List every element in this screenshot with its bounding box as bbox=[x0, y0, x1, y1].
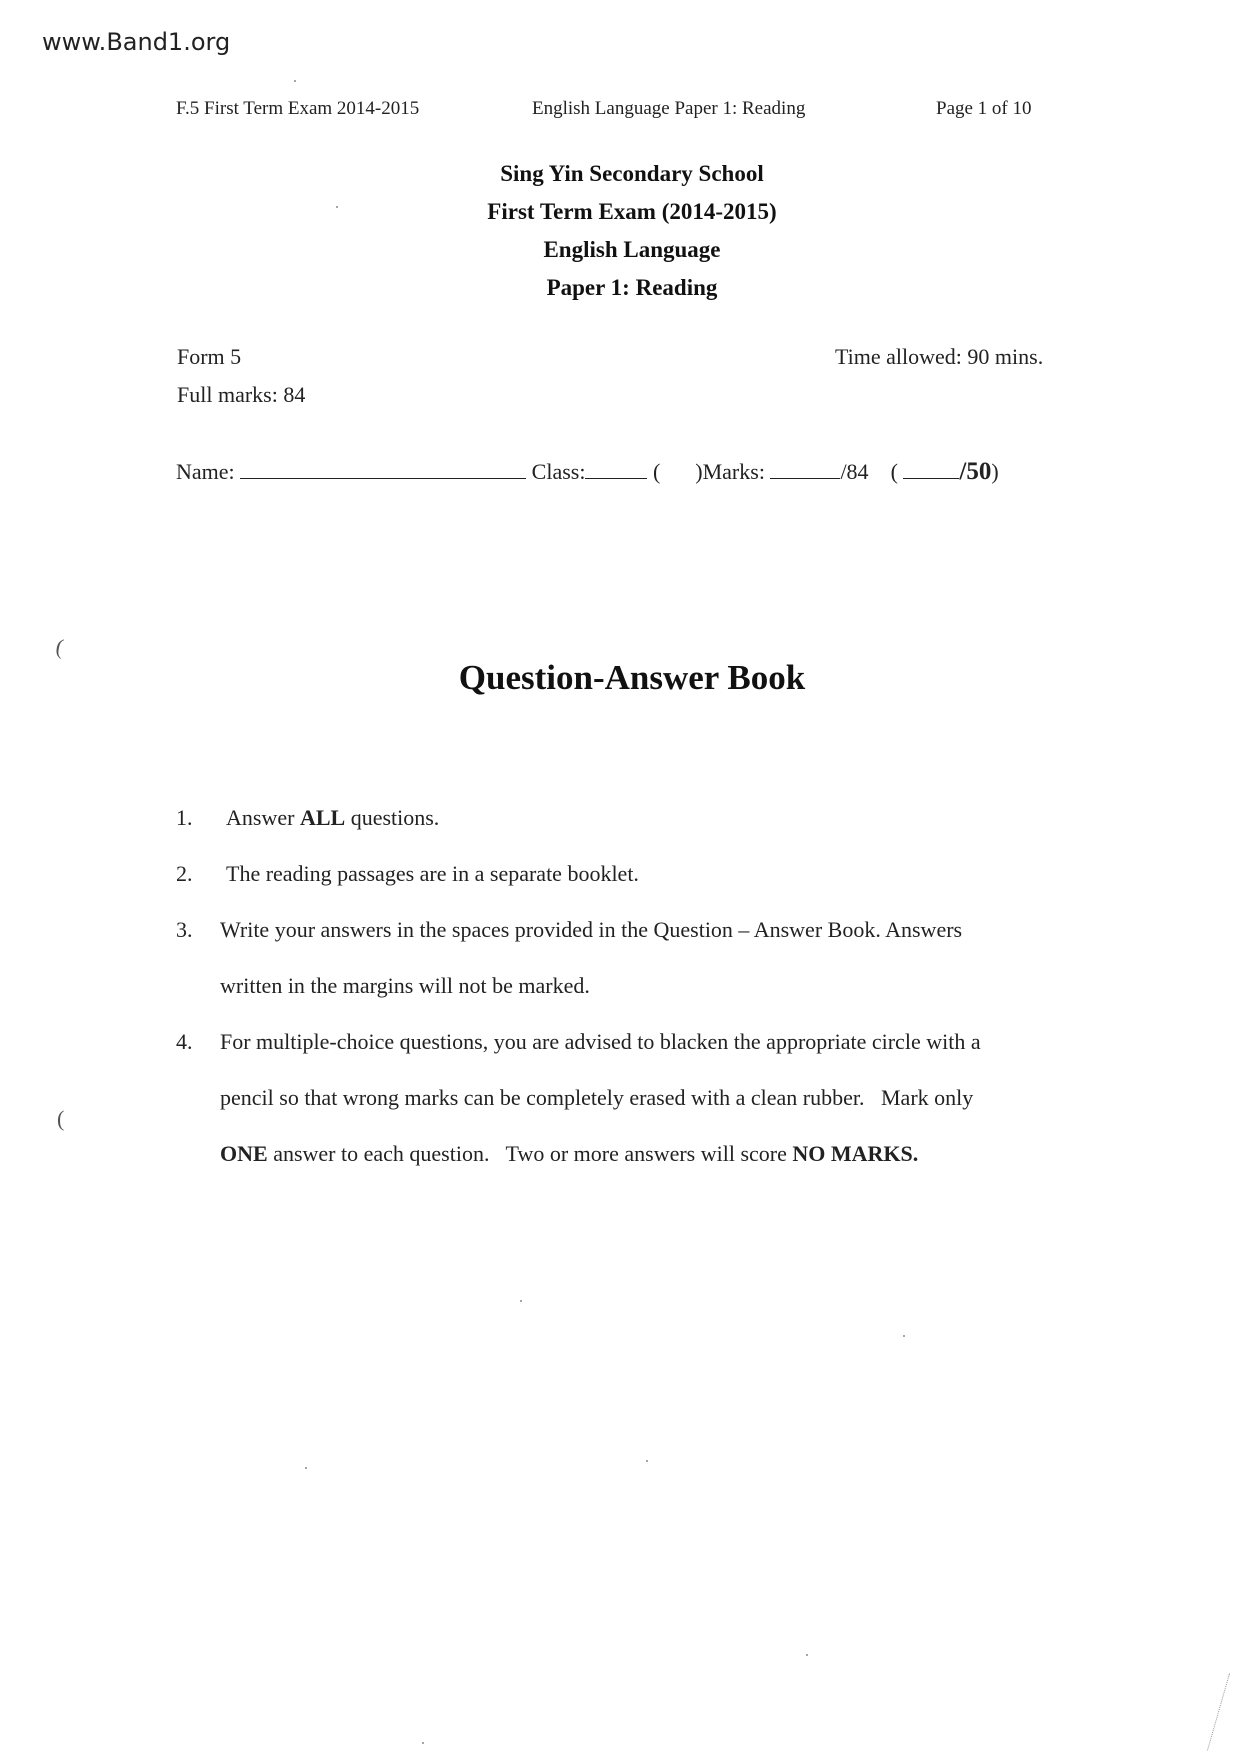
scaled-close-paren: ) bbox=[991, 459, 999, 484]
scan-speck bbox=[903, 1335, 905, 1337]
margin-mark: ( bbox=[57, 1106, 65, 1131]
form-label: Form 5 bbox=[177, 344, 242, 369]
instruction-number: 2. bbox=[176, 861, 193, 886]
class-field[interactable] bbox=[585, 458, 647, 479]
instruction-text: Answer ALL questions. bbox=[226, 805, 440, 830]
instruction-text-line: pencil so that wrong marks can be completely erased with a clean rubber. Mark only bbox=[220, 1085, 974, 1110]
running-header-left: F.5 First Term Exam 2014-2015 bbox=[176, 98, 420, 119]
margin-mark: ( bbox=[53, 633, 66, 660]
book-title: Question-Answer Book bbox=[458, 658, 806, 697]
name-label: Name: bbox=[176, 459, 235, 484]
student-fields-row bbox=[176, 458, 999, 486]
marks-label: Marks: bbox=[702, 459, 765, 484]
exam-title: First Term Exam (2014-2015) bbox=[487, 199, 777, 224]
instruction-text-line: For multiple-choice questions, you are advised to blacken the appropriate circle with a bbox=[220, 1029, 981, 1054]
scan-speck bbox=[336, 206, 338, 208]
scaled-marks-field[interactable] bbox=[903, 458, 959, 479]
school-name: Sing Yin Secondary School bbox=[500, 161, 764, 186]
name-field[interactable] bbox=[240, 458, 526, 479]
class-number-open-paren: ( bbox=[652, 459, 661, 484]
scan-speck bbox=[422, 1742, 424, 1744]
scan-speck bbox=[646, 1460, 648, 1462]
scan-speck bbox=[520, 1300, 522, 1302]
subject-title: English Language bbox=[543, 237, 721, 262]
running-header-center: English Language Paper 1: Reading bbox=[532, 98, 806, 119]
time-allowed: Time allowed: 90 mins. bbox=[835, 344, 1044, 369]
marks-total: /84 bbox=[840, 459, 869, 484]
instruction-number: 1. bbox=[176, 805, 193, 830]
watermark: www.Band1.org bbox=[42, 28, 231, 56]
running-header-page: Page 1 of 10 bbox=[936, 98, 1032, 119]
scaled-open-paren: ( bbox=[890, 459, 898, 484]
class-number-close-paren: ) bbox=[695, 459, 703, 484]
instruction-text-line: ONE answer to each question. Two or more answers will score NO MARKS. bbox=[220, 1141, 919, 1166]
class-label: Class: bbox=[531, 459, 586, 484]
scan-speck bbox=[806, 1654, 808, 1656]
scan-speck bbox=[294, 80, 296, 82]
scan-speck bbox=[305, 1467, 307, 1469]
title-block bbox=[0, 155, 1240, 307]
scan-edge-mark bbox=[1207, 1673, 1231, 1750]
full-marks: Full marks: 84 bbox=[177, 382, 306, 407]
paper-title: Paper 1: Reading bbox=[546, 275, 718, 300]
instruction-text: The reading passages are in a separate booklet. bbox=[226, 861, 639, 886]
instruction-number: 3. bbox=[176, 917, 193, 942]
instruction-text-line: written in the margins will not be marked. bbox=[220, 973, 590, 998]
instruction-text-line: Write your answers in the spaces provided in the Question – Answer Book. Answers bbox=[220, 917, 963, 942]
instruction-number: 4. bbox=[176, 1029, 193, 1054]
marks-field[interactable] bbox=[770, 458, 840, 479]
scaled-total: /50 bbox=[959, 458, 992, 485]
